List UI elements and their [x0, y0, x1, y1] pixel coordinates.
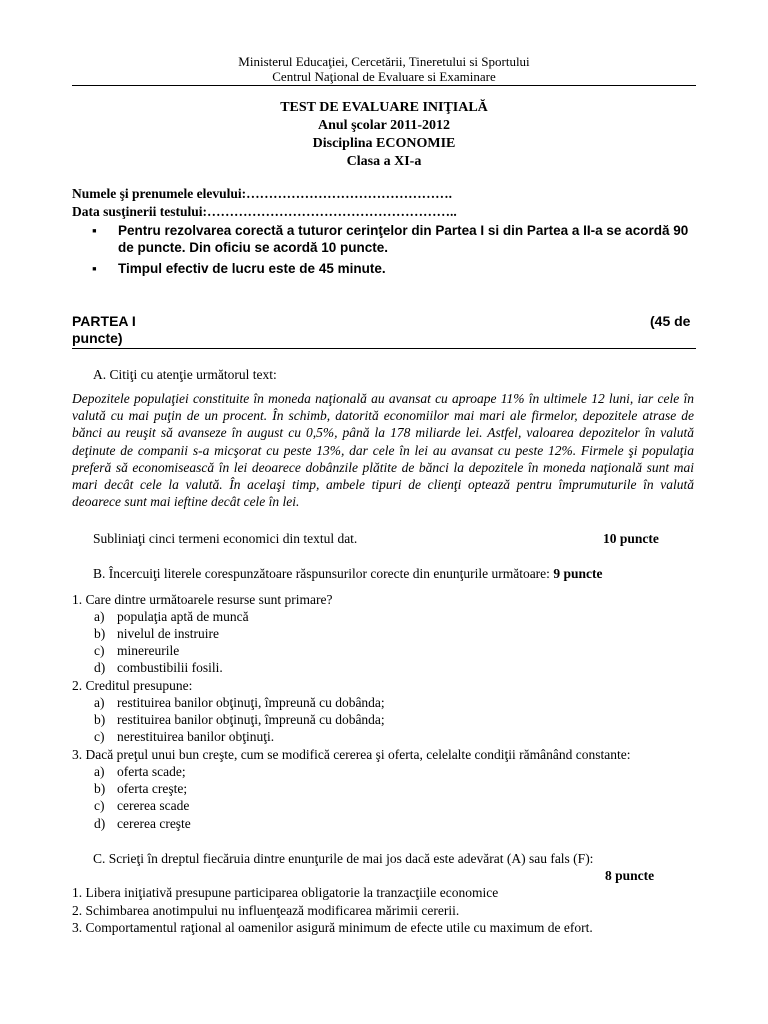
student-name-field: Numele şi prenumele elevului:……………………………………….: [72, 186, 452, 201]
statement-2: 2. Schimbarea anotimpului nu influenţează modificarea mărimii cererii.: [72, 903, 460, 918]
option-letter: a): [94, 609, 105, 624]
statement-3: 3. Comportamentul raţional al oamenilor asigură minimum de efecte utile cu maximum de efort.: [72, 920, 593, 935]
option-text: cererea scade: [117, 798, 190, 813]
test-title: TEST DE EVALUARE INIŢIALĂ: [280, 100, 488, 115]
question-2: 2. Creditul presupune:: [72, 678, 193, 693]
option-letter: b): [94, 626, 106, 641]
option-letter: c): [94, 798, 105, 813]
bullet-icon: ▪: [92, 261, 97, 276]
option-letter: c): [94, 729, 105, 744]
option-letter: a): [94, 764, 105, 779]
section-a-text: Depozitele populaţiei constituite în moneda naţională au avansat cu aproape 11% în ultimele 12 luni, iar cele în valută cu mai puţin de un procent. În schimb, datorită economiilor mai mari ale firmelor, depozitele atrase de bănci au reuşit să avanseze în august cu 0,5%, până la 178 miliarde lei. Astfel, valoarea depozitelor în valută deţinute de companii s-a micşorat cu peste 13%, dar cele în lei au avansat cu peste 12%. Firmele şi populaţia preferă să economisească în lei deoarece dobânzile plătite de bănci la depozitele în moneda naţională sunt mai mari decât cele la valută. În acelaşi timp, ambele tipuri de clienţi optează pentru împrumuturile în valută deoarece sunt mai ieftine decât cele în lei.: [72, 391, 694, 510]
section-c-points: 8 puncte: [605, 868, 655, 883]
option-text: restituirea banilor obţinuţi, împreună cu dobânda;: [117, 695, 385, 710]
option-letter: b): [94, 781, 106, 796]
part1-divider: [72, 348, 696, 349]
question-3: 3. Dacă preţul unui bun creşte, cum se modifică cererea şi oferta, celelalte condiţii rămânând constante:: [72, 747, 631, 762]
option-text: oferta creşte;: [117, 781, 188, 796]
rule-item: [92, 260, 692, 278]
center-header: Centrul Naţional de Evaluare si Examinare: [272, 69, 496, 84]
option-letter: a): [94, 695, 105, 710]
option-text: nivelul de instruire: [117, 626, 219, 641]
option-letter: c): [94, 643, 105, 658]
test-date-field: Data susţinerii testului:………………………………………………..: [72, 204, 457, 219]
section-a-task: Subliniaţi cinci termeni economici din textul dat.: [93, 531, 358, 546]
rule-text: Pentru rezolvarea corectă a tuturor cerinţelor din Partea I si din Partea a II-a se acordă 90 de puncte. Din oficiu se acordă 10 puncte.: [118, 223, 689, 255]
question-1: 1. Care dintre următoarele resurse sunt primare?: [72, 592, 333, 607]
discipline: Disciplina ECONOMIE: [312, 136, 456, 151]
part1-title: PARTEA I: [72, 313, 136, 329]
section-c-instruction: C. Scrieţi în dreptul fiecăruia dintre enunţurile de mai jos dacă este adevărat (A) sau fals (F):: [93, 851, 594, 866]
class-level: Clasa a XI-a: [346, 154, 422, 169]
part1-points: (45 de: [650, 313, 691, 329]
option-text: oferta scade;: [117, 764, 186, 779]
rule-item: [92, 222, 692, 258]
section-a-points: 10 puncte: [603, 531, 659, 546]
part1-points-cont: puncte): [72, 330, 123, 346]
ministry-header: Ministerul Educaţiei, Cercetării, Tineretului si Sportului: [238, 54, 530, 69]
statement-1: 1. Libera iniţiativă presupune participarea obligatorie la tranzacţiile economice: [72, 885, 499, 900]
option-text: cererea creşte: [117, 816, 191, 831]
section-a-instruction: A. Citiţi cu atenţie următorul text:: [93, 367, 277, 382]
option-letter: b): [94, 712, 106, 727]
option-text: combustibilii fosili.: [117, 660, 223, 675]
option-text: nerestituirea banilor obţinuţi.: [117, 729, 275, 744]
section-b-points: 9 puncte: [553, 566, 603, 581]
option-text: minereurile: [117, 643, 180, 658]
option-letter: d): [94, 816, 106, 831]
header-divider: [72, 85, 696, 86]
rule-text: Timpul efectiv de lucru este de 45 minute.: [118, 261, 386, 276]
section-b-instruction: [93, 566, 602, 582]
option-text: populaţia aptă de muncă: [117, 609, 249, 624]
section-b-instruction-text: B. Încercuiţi literele corespunzătoare răspunsurilor corecte din enunţurile următoare:: [93, 566, 550, 581]
option-text: restituirea banilor obţinuţi, împreună cu dobânda;: [117, 712, 385, 727]
option-letter: d): [94, 660, 106, 675]
school-year: Anul şcolar 2011-2012: [318, 118, 450, 133]
bullet-icon: ▪: [92, 223, 97, 238]
